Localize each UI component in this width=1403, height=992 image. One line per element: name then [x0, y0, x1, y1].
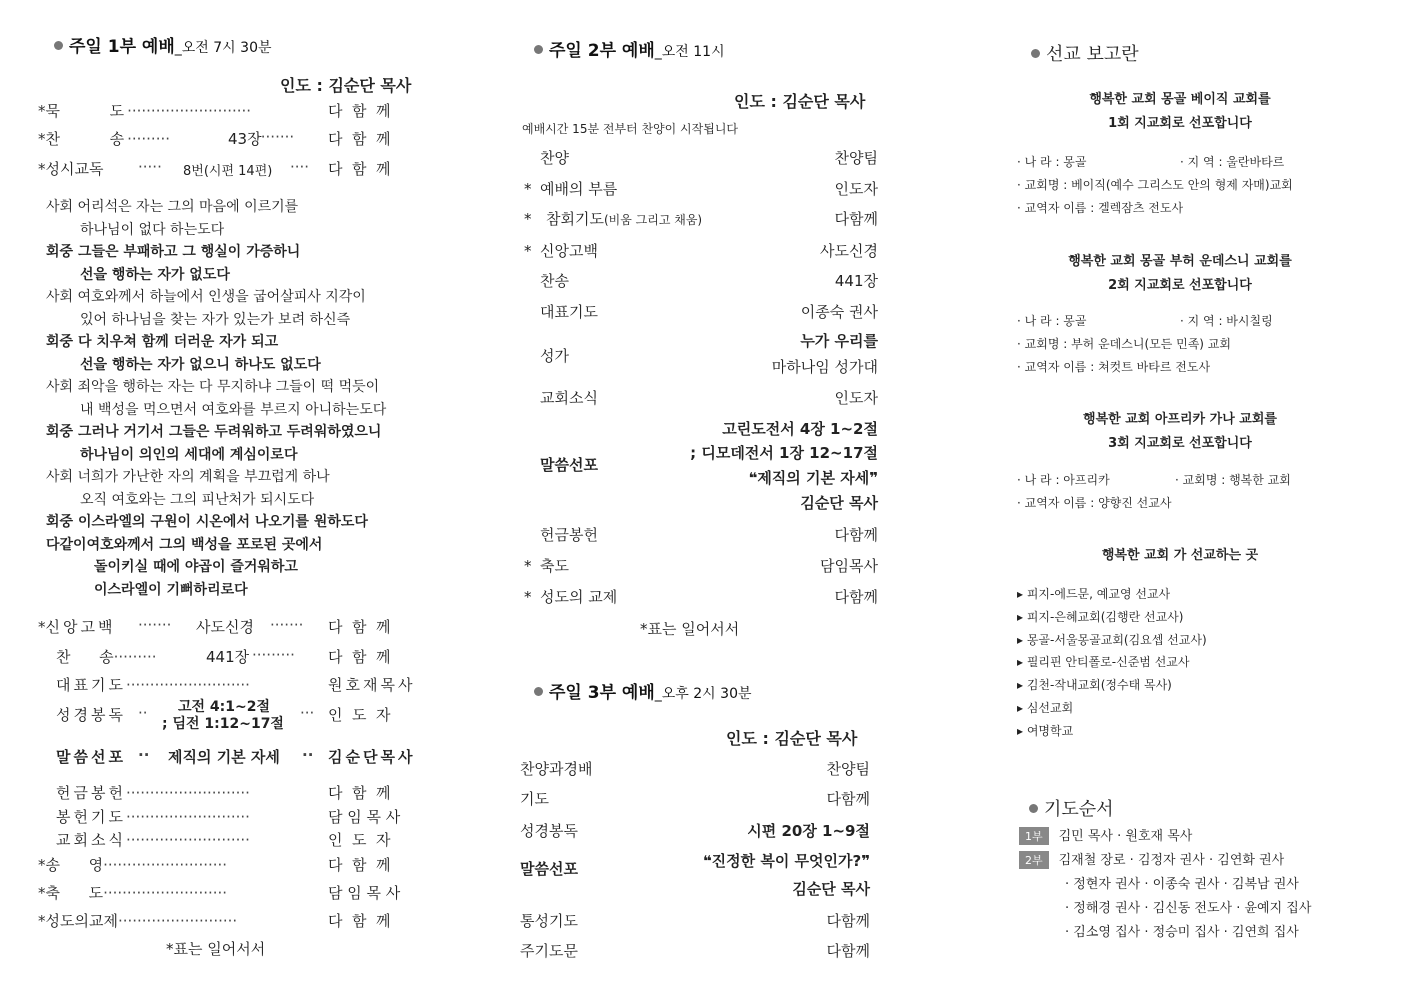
reading-line: 사회 어리석은 자는 그의 마음에 이르기를: [46, 199, 299, 215]
standing-note: *표는 일어서서: [166, 940, 266, 958]
supported-missions-list: [1017, 583, 1207, 743]
order-row: 주기도문 다함께: [520, 942, 870, 960]
list-item: ▸ 심선교회: [1017, 700, 1074, 715]
church-subtitle: 2회 지교회로 선포합니다: [1108, 278, 1252, 293]
church-info: · 교역자 이름 : 겔렉잠츠 전도사: [1017, 201, 1184, 215]
reading-line: 하나님이 의인의 세대에 계심이로다: [80, 446, 298, 463]
order-row: 말씀선포 ❝진정한 복이 무엇인가?❞ 김순단 목사: [520, 852, 870, 898]
list-item: ▸ 여명학교: [1017, 723, 1074, 738]
prayer-line: · 정현자 권사 · 이종숙 권사 · 김복남 권사: [1065, 877, 1299, 892]
bullet-icon: [1031, 49, 1040, 58]
order-row: *묵 도·························· 다 함 께: [38, 102, 391, 120]
order-row: 말씀선포 ·· 제직의 기본 자세 ·· 김순단목사: [56, 746, 416, 766]
order-row: 헌금봉헌·························· 다 함 께: [56, 784, 391, 802]
order-row: 찬양 찬양팀: [540, 149, 878, 167]
order-row: 찬송 441장: [540, 272, 878, 290]
order-row: 대표기도·························· 원호재목사: [56, 676, 416, 694]
group-badge: 1부: [1019, 827, 1049, 845]
bullet-icon: [1029, 804, 1038, 813]
order-row: 통성기도 다함께: [520, 912, 870, 930]
prayer-group-1: 1부 김민 목사 · 원호재 목사: [1019, 825, 1192, 845]
order-row: 성경봉독 시편 20장 1~9절: [520, 822, 870, 840]
order-row: 헌금봉헌 다함께: [540, 526, 878, 544]
church-info: · 교역자 이름 : 양향진 선교사: [1017, 496, 1172, 510]
reading-line: 선을 행하는 자가 없도다: [80, 266, 230, 283]
church-info: · 교회명 : 부허 운데스니(모든 민족) 교회: [1017, 337, 1231, 351]
church-title: 행복한 교회 아프리카 가나 교회를: [1083, 412, 1277, 427]
order-row: 교회소식 인도자: [540, 389, 878, 407]
list-item: ▸ 몽골-서울몽골교회(김요셉 선교사): [1017, 632, 1207, 647]
church-info: · 나 라 : 몽골: [1017, 314, 1087, 328]
church-info: · 교역자 이름 : 쳐컷트 바타르 전도사: [1017, 360, 1211, 374]
reading-line: 회중 그러나 거기서 그들은 두려워하고 두려워하였으니: [46, 424, 382, 440]
list-item: ▸ 피지-은혜교회(김행란 선교사): [1017, 609, 1184, 624]
bullet-icon: [534, 687, 543, 696]
bullet-icon: [534, 45, 543, 54]
reading-line: 돌이키실 때에 야곱이 즐거워하고: [94, 559, 298, 575]
prayer-line: · 정해경 권사 · 김신동 전도사 · 윤예지 집사: [1065, 901, 1312, 916]
church-info: · 교회명 : 행복한 교회: [1175, 473, 1291, 487]
reading-line: 하나님이 없다 하는도다: [80, 221, 225, 238]
reading-line: 내 백성을 먹으면서 여호와를 부르지 아니하는도다: [80, 401, 387, 418]
list-item: ▸ 필리핀 안티폴로-신준범 선교사: [1017, 655, 1190, 670]
prayer-heading: 기도순서: [1029, 795, 1114, 821]
order-row: 성경봉독 ·· 고전 4:1~2절 ; 딤전 1:12~17절 ··· 인 도 자: [56, 699, 391, 732]
reading-line: 회중 이스라엘의 구원이 시온에서 나오기를 원하도다: [46, 514, 368, 530]
church-title: 행복한 교회 몽골 부허 운데스니 교회를: [1068, 254, 1292, 269]
service-3-leader: 인도 : 김순단 목사: [726, 729, 858, 748]
service-3-heading: 주일 3부 예배_오후 2시 30분: [534, 678, 752, 703]
order-row: * 성도의 교제 다함께: [524, 588, 878, 606]
service-1-leader: 인도 : 김순단 목사: [280, 76, 412, 95]
reading-line: 이스라엘이 기뻐하리로다: [94, 581, 248, 598]
service-2-leader: 인도 : 김순단 목사: [734, 92, 866, 111]
reading-line: 회중 그들은 부패하고 그 행실이 가증하니: [46, 244, 301, 260]
church-title: 행복한 교회 몽골 베이직 교회를: [1089, 92, 1271, 107]
standing-note: *표는 일어서서: [640, 620, 740, 638]
order-row: *성시교독 ····· 8번(시편 14편) ···· 다 함 께: [38, 158, 391, 179]
list-item: ▸ 김천-작내교회(정수태 목사): [1017, 678, 1172, 693]
prayer-group-2: 2부 김재철 장로 · 김정자 권사 · 김연화 권사: [1019, 849, 1284, 869]
church-info: · 지 역 : 울란바타르: [1180, 155, 1285, 169]
service-1-heading: 주일 1부 예배_오전 7시 30분: [54, 32, 272, 57]
order-row: *축 도·························· 담 임 목 사: [38, 884, 401, 902]
reading-line: 다같이여호와께서 그의 백성을 포로된 곳에서: [46, 536, 323, 553]
order-row: *신앙고백 ······· 사도신경 ······· 다 함 께: [38, 616, 391, 636]
group-badge: 2부: [1019, 851, 1049, 869]
responsive-reading: [46, 196, 386, 601]
order-row: *찬 송········· 43장 ········ 다 함 께: [38, 128, 391, 148]
order-row: *송 영·························· 다 함 께: [38, 856, 391, 874]
reading-line: 사회 너희가 가난한 자의 계획을 부끄럽게 하나: [46, 469, 330, 485]
service-2-heading: 주일 2부 예배_오전 11시: [534, 36, 725, 61]
reading-line: 사회 여호와께서 하늘에서 인생을 굽어살피사 지각이: [46, 289, 366, 305]
list-item: ▸ 피지-에드문, 예교영 선교사: [1017, 587, 1171, 601]
church-subtitle: 3회 지교회로 선포합니다: [1108, 436, 1252, 451]
reading-line: 선을 행하는 자가 없으니 하나도 없도다: [80, 356, 321, 373]
church-subtitle: 1회 지교회로 선포합니다: [1108, 116, 1252, 131]
mission-heading: 선교 보고란: [1031, 40, 1139, 66]
church-info: · 나 라 : 몽골: [1017, 155, 1087, 169]
order-row: 봉헌기도·························· 담 임 목 사: [56, 808, 401, 826]
prayer-line: · 김소영 집사 · 정승미 집사 · 김연희 집사: [1065, 925, 1299, 940]
church-info: · 교회명 : 베이직(예수 그리스도 안의 형제 자매)교회: [1017, 178, 1293, 192]
worship-notice: 예배시간 15분 전부터 찬양이 시작됩니다: [522, 122, 739, 136]
order-row: 찬양과경배 찬양팀: [520, 760, 870, 778]
church-info: · 나 라 : 아프리카: [1017, 473, 1110, 487]
church-info: · 지 역 : 바시칠링: [1180, 314, 1273, 328]
order-row: 성가 누가 우리를 마하나임 성가대: [540, 332, 878, 376]
order-row: 기도 다함께: [520, 790, 870, 808]
order-row: * 축도 담임목사: [524, 557, 878, 575]
order-row: 대표기도 이종숙 권사: [540, 303, 878, 321]
supported-missions-title: 행복한 교회 가 선교하는 곳: [1101, 548, 1259, 563]
reading-line: 회중 다 치우쳐 함께 더러운 자가 되고: [46, 334, 279, 350]
reading-line: 있어 하나님을 찾는 자가 있는가 보려 하신즉: [80, 311, 351, 328]
order-row: *성도의교제························· 다 함 께: [38, 912, 391, 930]
order-row: * 참회기도(비움 그리고 채움) 다함께: [524, 210, 878, 228]
reading-line: 오직 여호와는 그의 피난처가 되시도다: [80, 491, 315, 508]
order-row: 말씀선포 고린도전서 4장 1~2절 ; 디모데전서 1장 12~17절 ❝제직의 기본 자세❞ 김순단 목사: [540, 420, 878, 512]
bullet-icon: [54, 41, 63, 50]
order-row: * 예배의 부름 인도자: [524, 180, 878, 198]
order-row: * 신앙고백 사도신경: [524, 242, 878, 260]
order-row: 교회소식·························· 인 도 자: [56, 831, 391, 849]
reading-line: 사회 죄악을 행하는 자는 다 무지하냐 그들이 떡 먹듯이: [46, 379, 380, 395]
order-row: 찬 송········· 441장 ········· 다 함 께: [56, 646, 391, 666]
